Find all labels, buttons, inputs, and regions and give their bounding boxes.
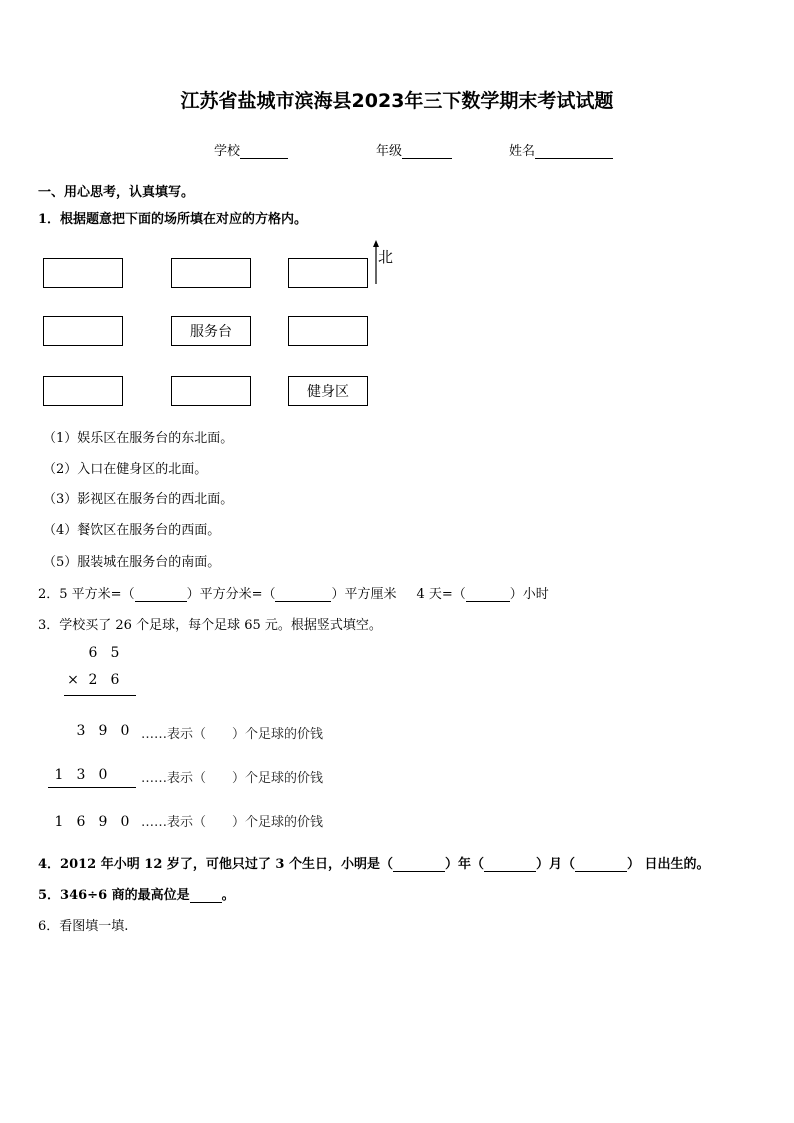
calc-divider-2 (48, 787, 136, 788)
name-label: 姓名 (509, 144, 536, 159)
digit: 6 (76, 814, 86, 830)
question-1-text: 1．根据题意把下面的场所填在对应的方格内。 (38, 212, 308, 227)
digit: 1 (54, 767, 64, 783)
name-field (509, 140, 613, 159)
grid-box-center[interactable]: 服务台 (171, 316, 251, 346)
q4-blank-1[interactable] (393, 857, 445, 872)
q4-blank-2[interactable] (484, 857, 536, 872)
q2-part-3: ）平方厘米 (331, 587, 397, 602)
q5-blank[interactable] (190, 888, 222, 903)
question-2 (38, 583, 549, 602)
grid-box-ne[interactable] (288, 258, 368, 288)
grid-box-n[interactable] (171, 258, 251, 288)
digit: 2 (88, 672, 98, 688)
digit: 0 (98, 767, 108, 783)
partial-product-2 (48, 767, 114, 783)
page-title: 江苏省盐城市滨海县2023年三下数学期末考试试题 (180, 90, 614, 112)
calc-note-2: ……表示（ ）个足球的价钱 (141, 771, 324, 786)
digit: 3 (76, 767, 86, 783)
digit: 9 (98, 723, 108, 739)
question-5 (38, 884, 235, 903)
q5-part-1: 5．346÷6 商的最高位是 (38, 888, 190, 903)
multiplier (64, 672, 126, 688)
question-4 (38, 853, 710, 872)
partial-product-1 (70, 723, 136, 739)
grid-box-sw[interactable] (43, 376, 123, 406)
digit: 3 (76, 723, 86, 739)
digit: 1 (54, 814, 64, 830)
q2-part-5: ）小时 (509, 587, 549, 602)
q4-part-1: 4．2012 年小明 12 岁了，可他只过了 3 个生日，小明是（ (38, 857, 393, 872)
calc-divider-1 (64, 695, 136, 696)
q2-part-2: ）平方分米=（ (186, 587, 276, 602)
question-3-text: 3．学校买了 26 个足球，每个足球 65 元。根据竖式填空。 (38, 618, 382, 633)
digit: 0 (120, 814, 130, 830)
clue-2: （2）入口在健身区的北面。 (43, 462, 208, 477)
digit: 9 (98, 814, 108, 830)
clue-3: （3）影视区在服务台的西北面。 (43, 492, 234, 507)
clue-4: （4）餐饮区在服务台的西面。 (43, 523, 221, 538)
clue-1: （1）娱乐区在服务台的东北面。 (43, 431, 234, 446)
q2-part-1: 2．5 平方米=（ (38, 587, 135, 602)
grade-blank[interactable] (402, 144, 452, 159)
grid-box-se[interactable]: 健身区 (288, 376, 368, 406)
digit: 5 (110, 645, 120, 661)
q2-blank-2[interactable] (275, 587, 331, 602)
q2-blank-3[interactable] (466, 587, 510, 602)
digit: 6 (110, 672, 120, 688)
final-product (48, 814, 136, 830)
north-label: 北 (378, 248, 394, 266)
q5-part-2: 。 (221, 888, 235, 903)
multiplicand (82, 645, 126, 661)
name-blank[interactable] (535, 144, 613, 159)
question-6-text: 6．看图填一填. (38, 919, 129, 934)
clue-5: （5）服装城在服务台的南面。 (43, 555, 221, 570)
digit: 6 (88, 645, 98, 661)
calc-note-1: ……表示（ ）个足球的价钱 (141, 727, 324, 742)
school-label: 学校 (214, 144, 241, 159)
grid-box-w[interactable] (43, 316, 123, 346)
grade-field (376, 140, 452, 159)
grid-box-e[interactable] (288, 316, 368, 346)
school-blank[interactable] (240, 144, 288, 159)
grid-box-nw[interactable] (43, 258, 123, 288)
calc-note-3: ……表示（ ）个足球的价钱 (141, 815, 324, 830)
q2-blank-1[interactable] (135, 587, 187, 602)
grade-label: 年级 (376, 144, 403, 159)
grid-box-s[interactable] (171, 376, 251, 406)
q4-part-4: ） 日出生的。 (627, 857, 710, 872)
q4-part-3: ）月（ (536, 857, 576, 872)
q4-blank-3[interactable] (575, 857, 627, 872)
digit: 0 (120, 723, 130, 739)
times-sign: × (67, 672, 79, 688)
section-heading: 一、用心思考，认真填写。 (38, 185, 195, 200)
q4-part-2: ）年（ (445, 857, 485, 872)
q2-part-4: 4 天=（ (416, 587, 466, 602)
school-field (214, 140, 288, 159)
